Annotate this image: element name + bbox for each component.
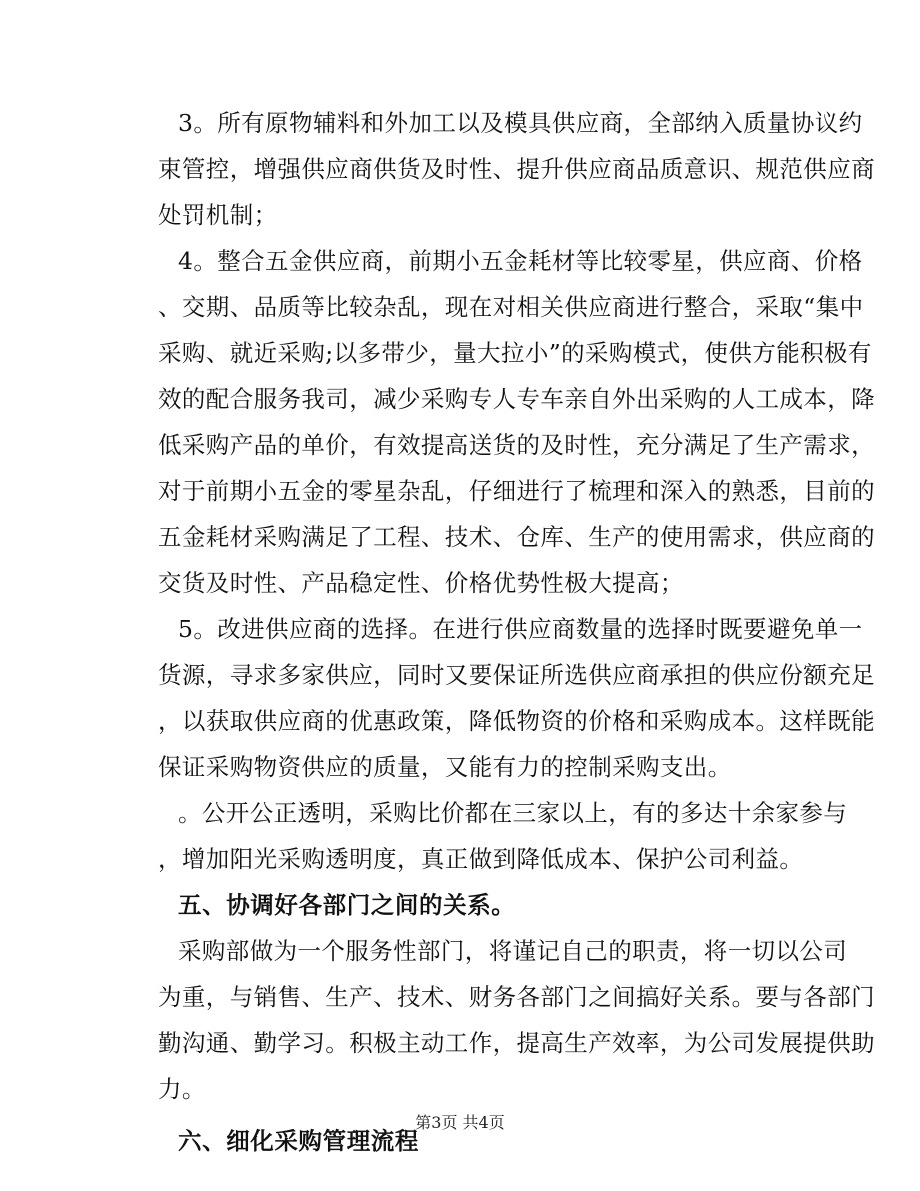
text-line: 交货及时性、产品稳定性、价格优势性极大提高；	[158, 569, 684, 597]
text-line: 5。改进供应商的选择。在进行供应商数量的选择时既要避免单一	[178, 615, 863, 643]
paragraph-3	[158, 100, 875, 238]
text-line: 3。所有原物辅料和外加工以及模具供应商，全部纳入质量协议约	[178, 109, 863, 137]
paragraph-4	[158, 238, 875, 606]
text-line: 束管控，增强供应商供货及时性、提升供应商品质意识、规范供应商	[158, 155, 875, 183]
text-line: 五金耗材采购满足了工程、技术、仓库、生产的使用需求，供应商的	[158, 523, 875, 551]
text-line: 货源，寻求多家供应，同时又要保证所选供应商承担的供应份额充足	[158, 661, 875, 689]
paragraph-5	[158, 606, 875, 790]
text-line: 。公开公正透明，采购比价都在三家以上，有的多达十余家参与	[178, 799, 848, 827]
section-5-body	[158, 928, 875, 1112]
text-line: 勤沟通、勤学习。积极主动工作，提高生产效率，为公司发展提供助	[158, 1029, 875, 1057]
text-line: 为重，与销售、生产、技术、财务各部门之间搞好关系。要与各部门	[158, 983, 875, 1011]
text-line: 采购、就近采购;以多带少，量大拉小”的采购模式，使供方能积极有	[158, 339, 872, 367]
text-line: 低采购产品的单价，有效提高送货的及时性，充分满足了生产需求，	[158, 431, 875, 459]
page-footer: 第3页 共4页	[415, 1113, 505, 1132]
text-line: 4。整合五金供应商，前期小五金耗材等比较零星，供应商、价格	[178, 247, 863, 275]
document-body	[158, 100, 875, 1164]
text-line: 力。	[158, 1075, 206, 1103]
paragraph-transparency	[158, 790, 848, 882]
text-line: 、交期、品质等比较杂乱，现在对相关供应商进行整合，采取“集中	[158, 293, 864, 321]
section-heading-6: 六、细化采购管理流程	[178, 1127, 419, 1155]
text-line: 保证采购物资供应的质量，又能有力的控制采购支出。	[158, 753, 732, 781]
text-line: 效的配合服务我司，减少采购专人专车亲自外出采购的人工成本，降	[158, 385, 875, 413]
text-line: 处罚机制；	[158, 201, 278, 229]
text-line: 采购部做为一个服务性部门，将谨记自己的职责，将一切以公司	[178, 937, 848, 965]
text-line: ，以获取供应商的优惠政策，降低物资的价格和采购成本。这样既能	[158, 707, 875, 735]
text-line: 对于前期小五金的零星杂乱，仔细进行了梳理和深入的熟悉，目前的	[158, 477, 875, 505]
section-heading-5: 五、协调好各部门之间的关系。	[178, 891, 516, 919]
text-line: ，增加阳光采购透明度，真正做到降低成本、保护公司利益。	[158, 845, 804, 873]
